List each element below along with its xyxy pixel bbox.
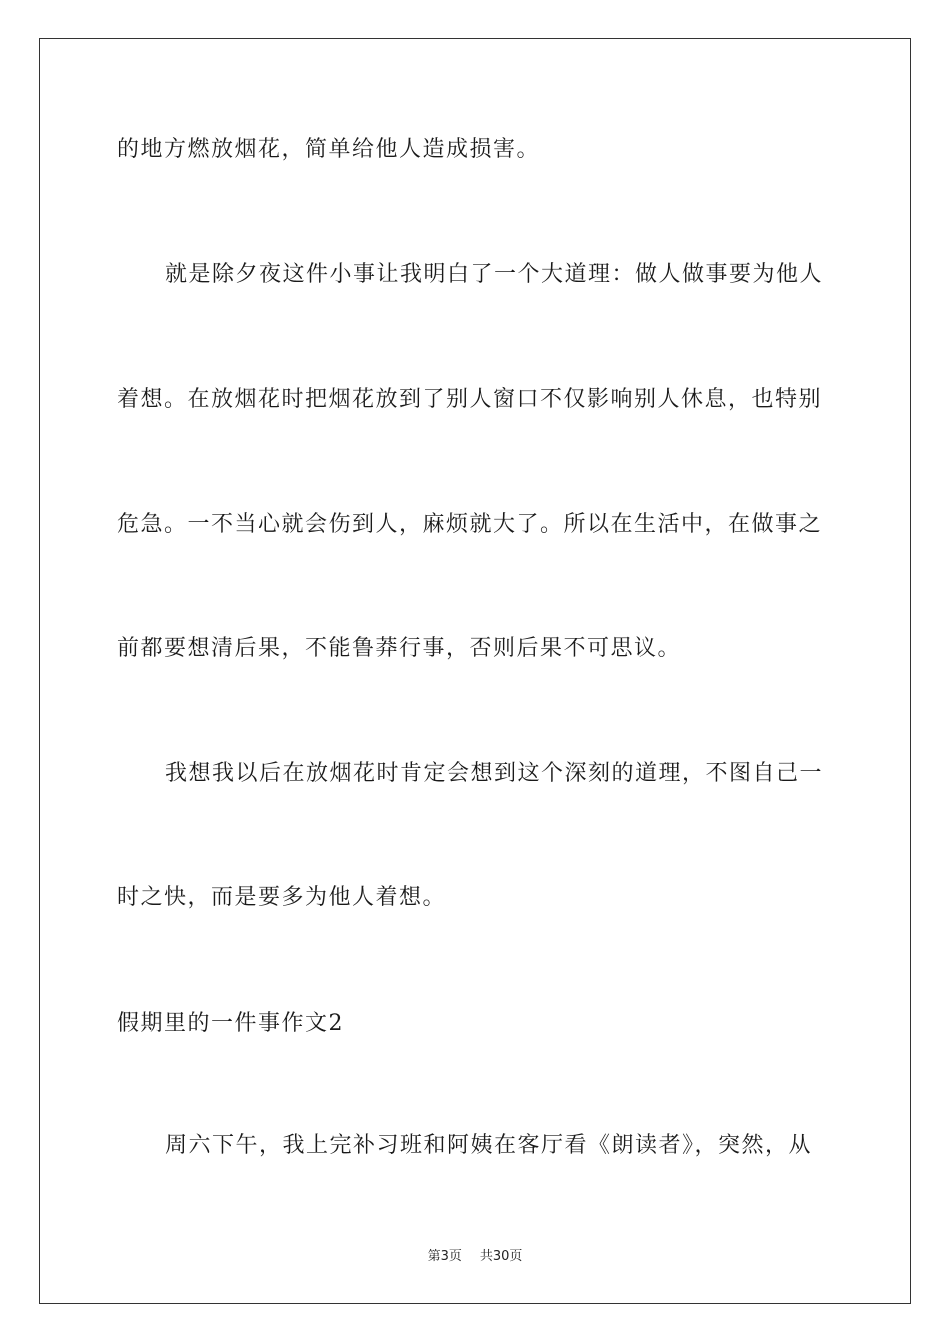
- text-line-8: 周六下午，我上完补习班和阿姨在客厅看《朗读者》，突然，从: [165, 1133, 813, 1158]
- text-line-6: 我想我以后在放烟花时肯定会想到这个深刻的道理，不图自己一: [165, 761, 824, 786]
- text-line-5: 前都要想清后果，不能鲁莽行事，否则后果不可思议。: [117, 636, 682, 661]
- text-line-3: 着想。在放烟花时把烟花放到了别人窗口不仅影响别人休息，也特别: [117, 387, 823, 412]
- text-line-7: 时之快，而是要多为他人着想。: [117, 885, 447, 910]
- text-line-4: 危急。一不当心就会伤到人，麻烦就大了。所以在生活中，在做事之: [117, 512, 823, 537]
- page-total: 共30页: [479, 1249, 523, 1264]
- section-heading: 假期里的一件事作文2: [117, 1011, 344, 1036]
- page-border: [39, 38, 911, 1304]
- text-line-1: 的地方燃放烟花，简单给他人造成损害。: [117, 137, 541, 162]
- page-number: 第3页: [427, 1249, 462, 1264]
- page-footer: [0, 1248, 950, 1266]
- text-line-2: 就是除夕夜这件小事让我明白了一个大道理：做人做事要为他人: [165, 262, 824, 287]
